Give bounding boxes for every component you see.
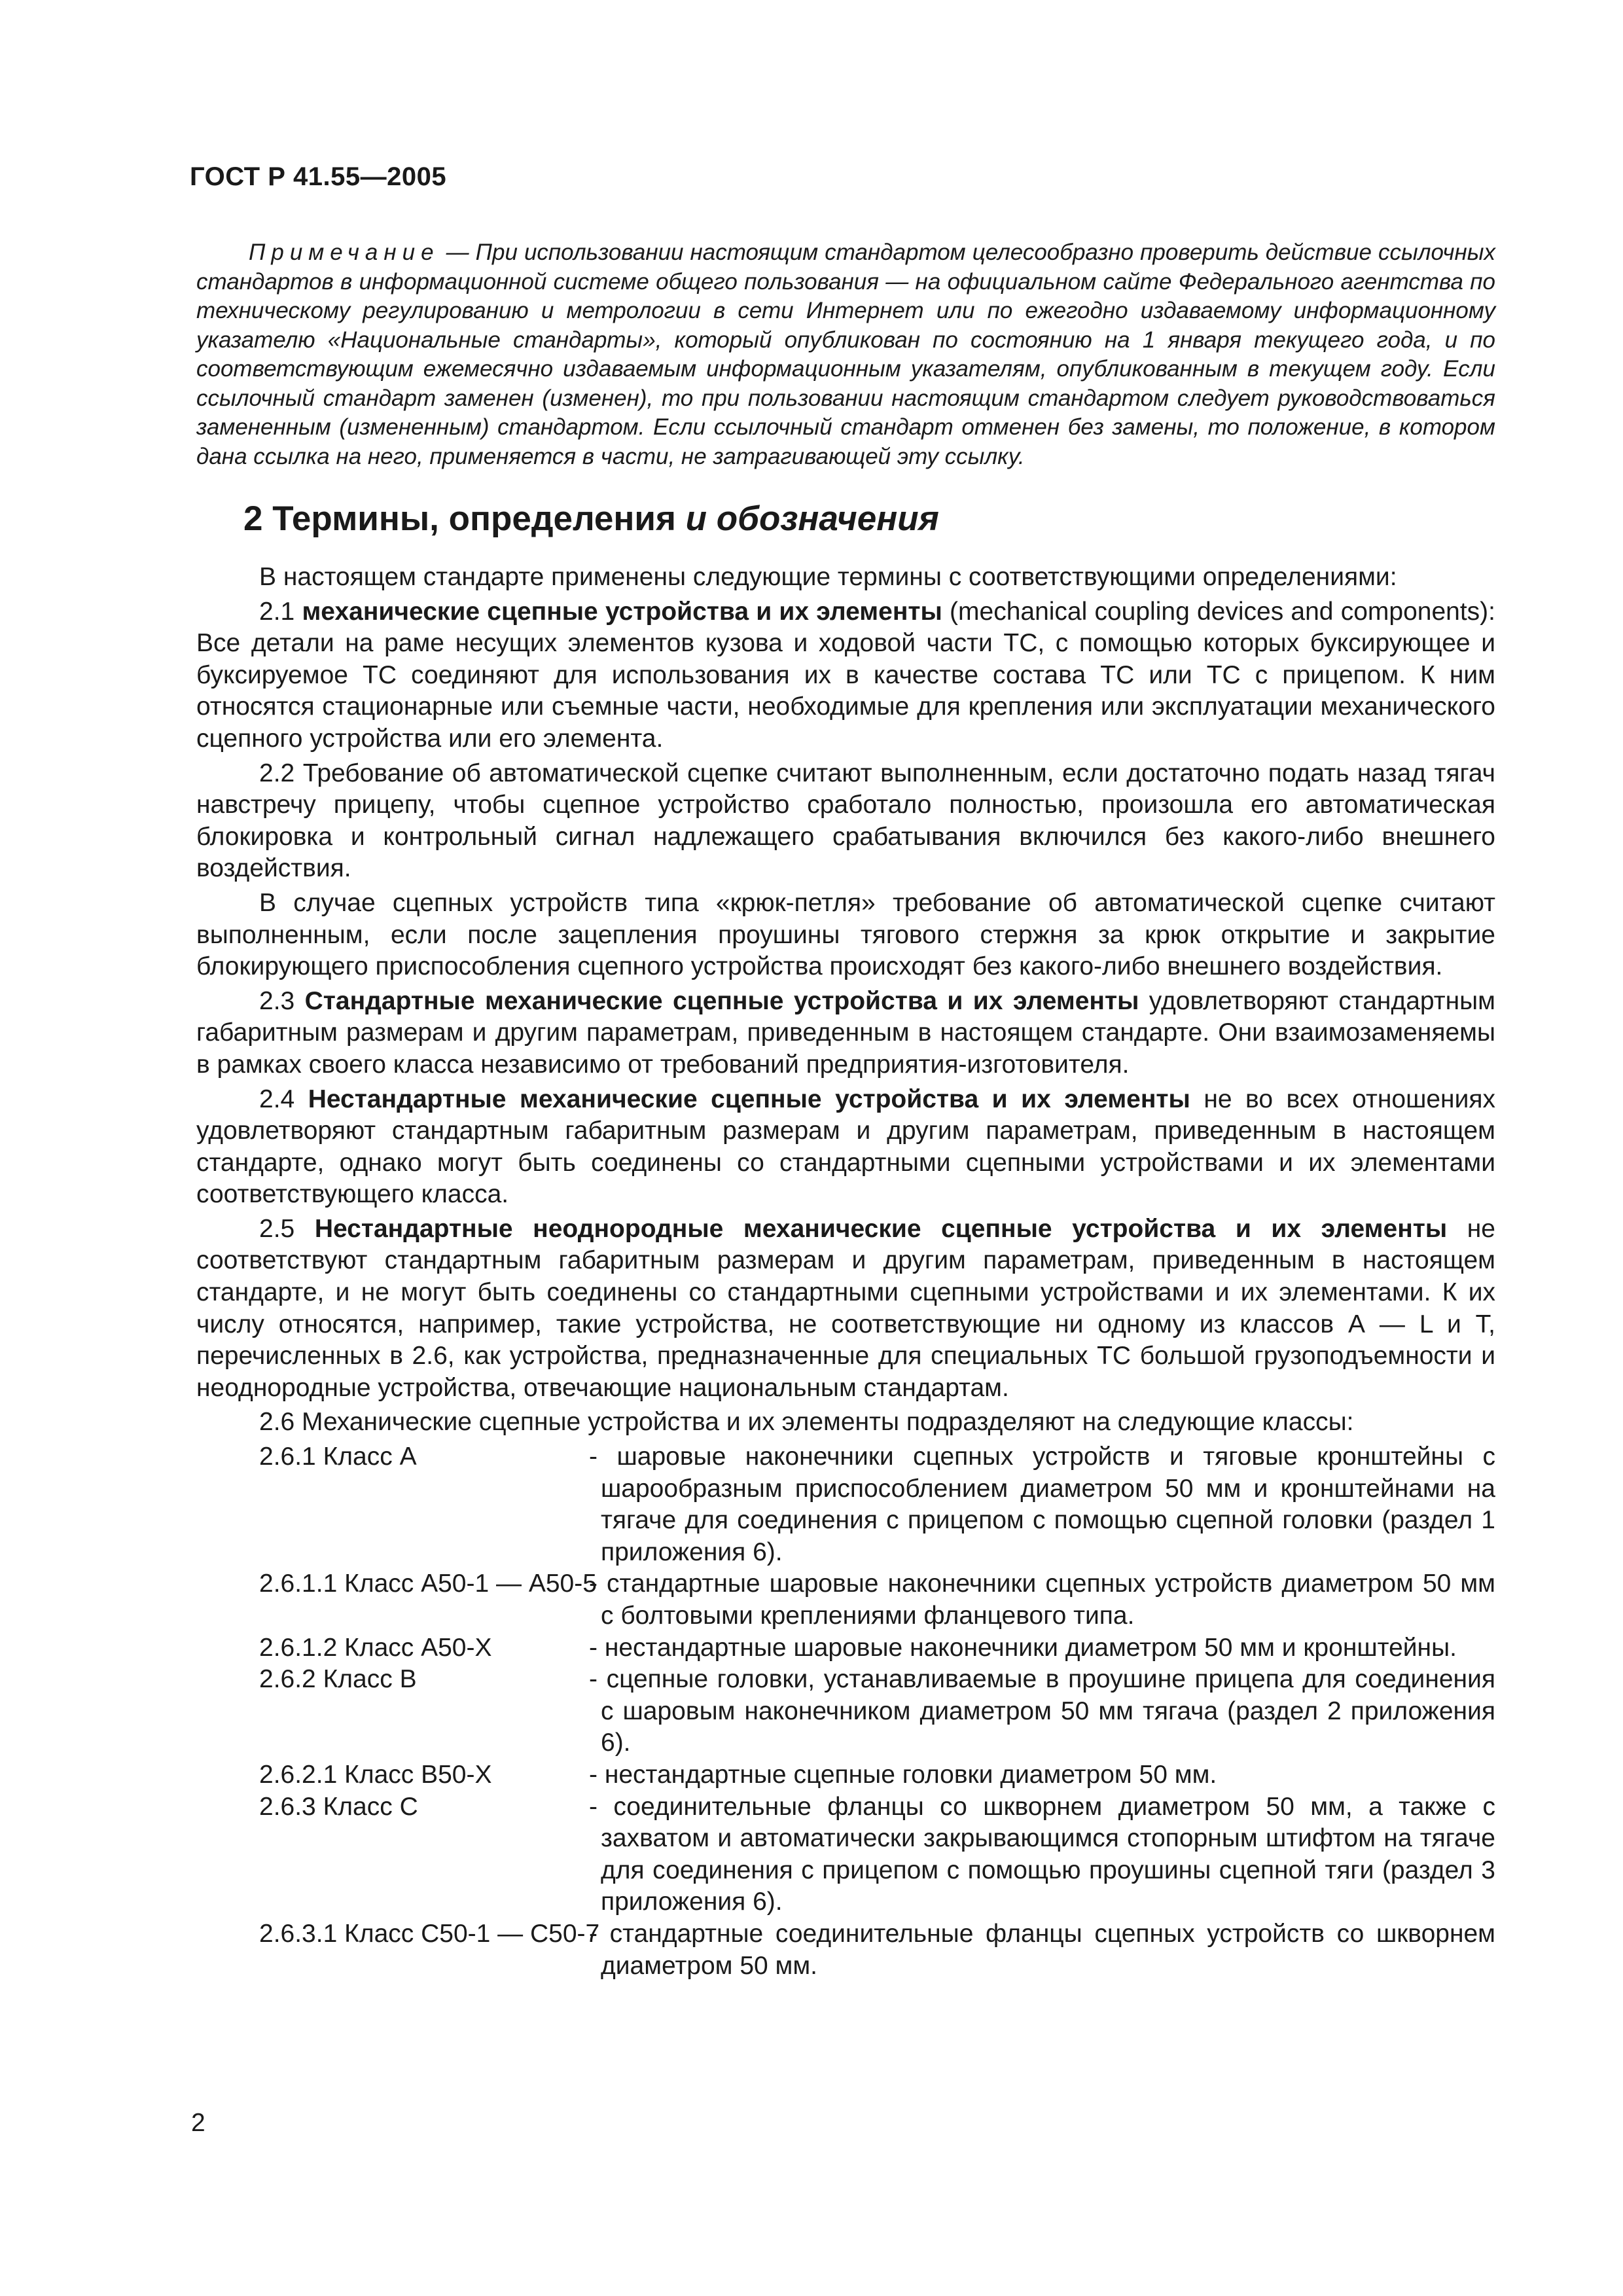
class-description: - сцепные головки, устанавливаемые в проушине прицепа для соединения с шаровым наконечником диаметром 50 мм тягача (раздел 2 приложения 6). bbox=[589, 1665, 1495, 1757]
paragraph-2-3-text: удовлетворяют стандартным габаритным размерам и другим параметрам, приведенным в настоящем стандарте. Они взаимозаменяемы в рамках своего класса независимо от требований предприятия-изготовителя. bbox=[196, 986, 1495, 1079]
class-row bbox=[196, 1441, 1495, 1568]
paragraph-2-4 bbox=[196, 1084, 1495, 1211]
class-list bbox=[196, 1441, 1495, 1982]
paragraph-2-2: 2.2 Требование об автоматической сцепке считают выполненным, если достаточно подать назад тягач навстречу прицепу, чтобы сцепное устройство сработало полностью, произошла его автоматическая блокировка и контрольный сигнал надлежащего срабатывания включился без какого-либо внешнего воздействия. bbox=[196, 759, 1495, 883]
note-dash: — bbox=[439, 240, 476, 265]
class-code: 2.6.2.1 Класс В50-Х bbox=[259, 1760, 492, 1789]
class-description: - соединительные фланцы со шкворнем диаметром 50 мм, а также с захватом и автоматически закрывающимся стопорным штифтом на тягаче для соединения с прицепом с помощью проушины сцепной тяги (раздел 3 приложения 6). bbox=[589, 1792, 1495, 1916]
paragraph-2-5 bbox=[196, 1213, 1495, 1405]
reference-note bbox=[196, 238, 1495, 471]
paragraph-2-1 bbox=[196, 596, 1495, 755]
paragraph-2-4-number: 2.4 bbox=[259, 1085, 308, 1113]
class-description: - стандартные соединительные фланцы сцепных устройств со шкворнем диаметром 50 мм. bbox=[589, 1919, 1495, 1980]
class-code: 2.6.1 Класс А bbox=[259, 1443, 417, 1471]
paragraph-2-6: 2.6 Механические сцепные устройства и их элементы подразделяют на следующие классы: bbox=[259, 1408, 1354, 1437]
note-text: При использовании настоящим стандартом целесообразно проверить действие ссылочных стандартов в информационной системе общего пользования — на официальном сайте Федерального агентства по техническому регулированию и метрологии в сети Интернет или по ежегодно издаваемому информационному указателю «Национальные стандарты», который опубликован по состоянию на 1 января текущего года, и по соответствующим ежемесячно издаваемым информационным указателям, опубликованным в текущем году. Если ссылочный стандарт заменен (изменен), то при пользовании настоящим стандартом следует руководствоваться замененным (измененным) стандартом. Если ссылочный стандарт отменен без замены, то положение, в котором дана ссылка на него, применяется в части, не затрагивающей эту ссылку. bbox=[196, 240, 1495, 469]
class-row bbox=[196, 1759, 1495, 1791]
document-header: ГОСТ Р 41.55—2005 bbox=[190, 162, 447, 191]
class-description: - нестандартные сцепные головки диаметром 50 мм. bbox=[589, 1760, 1217, 1789]
class-row bbox=[196, 1918, 1495, 1982]
class-description: - шаровые наконечники сцепных устройств и тяговые кронштейны с шарообразным приспособлением диаметром 50 мм и кронштейнами на тягаче для соединения с прицепом с помощью сцепной головки (раздел 1 приложения 6). bbox=[589, 1443, 1495, 1566]
paragraph-2-1-text: (mechanical coupling devices and components): Все детали на раме несущих элементов кузова и ходовой части ТС, с помощью которых буксирующее и буксируемое ТС соединяют для использования их в качестве состава ТС или ТС с прицепом. К ним относятся стационарные или съемные части, необходимые для крепления или эксплуатации механического сцепного устройства или его элемента. bbox=[196, 597, 1495, 753]
note-label: Примечание bbox=[249, 240, 440, 265]
paragraph-2-2-hook-loop: В случае сцепных устройств типа «крюк-петля» требование об автоматической сцепке считают выполненным, если после зацепления проушины тягового стержня за крюк открытие и закрытие блокирующего приспособления сцепного устройства происходят без какого-либо внешнего воздействия. bbox=[196, 888, 1495, 981]
class-row bbox=[196, 1791, 1495, 1918]
paragraph-2-5-text: не соответствуют стандартным габаритным размерам и другим параметрам, приведенным в настоящем стандарте, и не могут быть соединены со стандартными сцепными устройствами и их элементами. К их числу относятся, например, такие устройства, не соответствующие ни одному из классов А — L и Т, перечисленных в 2.6, как устройства, предназначенные для специальных ТС большой грузоподъемности и неоднородные устройства, отвечающие национальным стандартам. bbox=[196, 1214, 1495, 1402]
class-code: 2.6.1.1 Класс А50-1 — А50-5 bbox=[259, 1570, 597, 1598]
paragraph-2-1-number: 2.1 bbox=[259, 597, 302, 626]
paragraph-2-4-term: Нестандартные механические сцепные устройства и их элементы bbox=[308, 1085, 1190, 1113]
intro-paragraph: В настоящем стандарте применены следующие термины с соответствующими определениями: bbox=[259, 563, 1397, 591]
paragraph-2-4-text: не во всех отношениях удовлетворяют стандартным габаритным размерам и другим параметрам, приведенным в настоящем стандарте, однако могут быть соединены со стандартными сцепными устройствами и их элементами соответствующего класса. bbox=[196, 1085, 1495, 1209]
class-code: 2.6.2 Класс В bbox=[259, 1665, 417, 1694]
paragraph-2-3-number: 2.3 bbox=[259, 986, 305, 1015]
section-body bbox=[196, 562, 1495, 1982]
class-row bbox=[196, 1664, 1495, 1759]
class-description: - нестандартные шаровые наконечники диаметром 50 мм и кронштейны. bbox=[589, 1633, 1457, 1662]
section-heading-italic: и обозначения bbox=[685, 499, 939, 538]
class-code: 2.6.3 Класс С bbox=[259, 1792, 418, 1821]
section-heading bbox=[243, 499, 939, 539]
class-code: 2.6.1.2 Класс А50-Х bbox=[259, 1633, 492, 1662]
class-description: - стандартные шаровые наконечники сцепных устройств диаметром 50 мм с болтовыми креплениями фланцевого типа. bbox=[589, 1570, 1495, 1630]
class-code: 2.6.3.1 Класс С50-1 — С50-7 bbox=[259, 1919, 600, 1948]
paragraph-2-3 bbox=[196, 986, 1495, 1081]
class-row bbox=[196, 1632, 1495, 1664]
paragraph-2-3-term: Стандартные механические сцепные устройства и их элементы bbox=[304, 986, 1139, 1015]
page-number: 2 bbox=[191, 2109, 205, 2137]
paragraph-2-1-term: механические сцепные устройства и их элементы bbox=[302, 597, 942, 626]
section-heading-main: 2 Термины, определения bbox=[243, 499, 686, 538]
class-row bbox=[196, 1568, 1495, 1632]
paragraph-2-5-number: 2.5 bbox=[259, 1214, 315, 1243]
paragraph-2-5-term: Нестандартные неоднородные механические сцепные устройства и их элементы bbox=[314, 1214, 1448, 1243]
